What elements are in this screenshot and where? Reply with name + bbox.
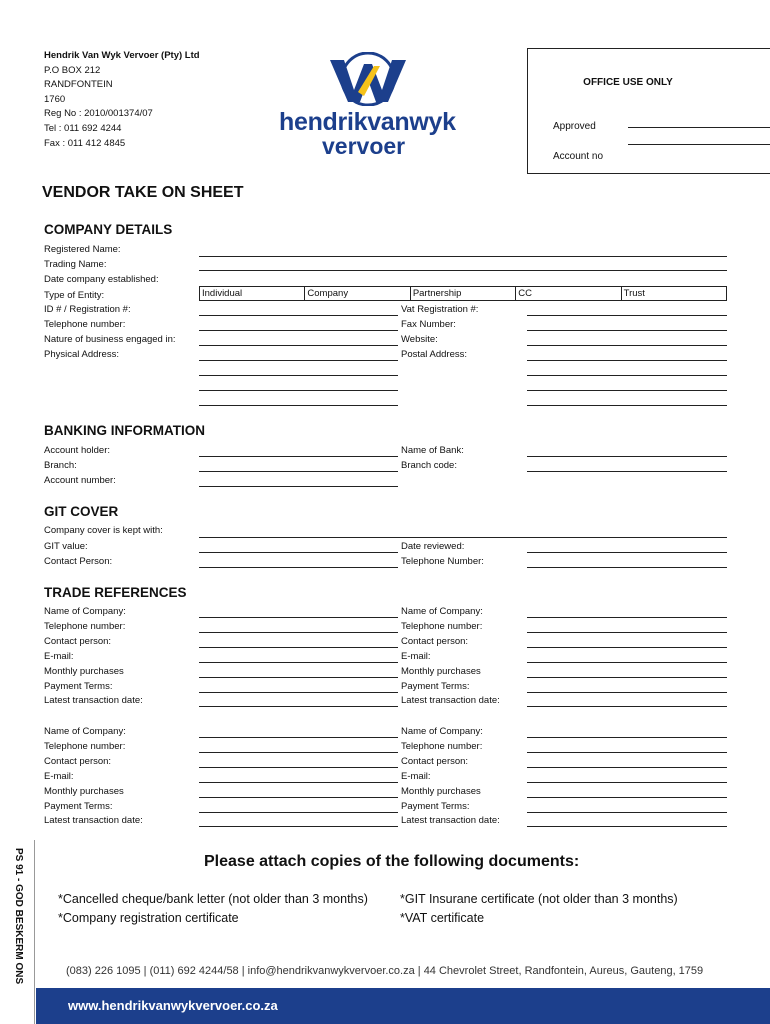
trade-ref-label: Name of Company: (401, 606, 483, 617)
trade-ref-field[interactable] (527, 677, 727, 678)
git-value-field[interactable] (199, 552, 398, 553)
trade-ref-label: Contact person: (44, 635, 112, 647)
approved-label: Approved (553, 121, 596, 132)
trade-ref-label: Name of Company: (44, 726, 126, 737)
physical-address-label: Physical Address: (44, 349, 119, 360)
bank-name-field[interactable] (527, 456, 727, 457)
attach-title: Please attach copies of the following documents: (204, 853, 580, 870)
logo-word-2: van (367, 108, 410, 136)
entity-type-label: Type of Entity: (44, 290, 105, 301)
logo-word-1: hendrik (279, 108, 368, 136)
account-number-field[interactable] (199, 486, 398, 487)
registered-name-label: Registered Name: (44, 244, 121, 255)
banking-heading: BANKING INFORMATION (44, 423, 205, 438)
office-use-title: OFFICE USE ONLY (583, 77, 673, 88)
trading-name-label: Trading Name: (44, 259, 107, 270)
trade-ref-label: Latest transaction date: (44, 695, 143, 707)
git-contact-field[interactable] (199, 567, 398, 568)
trade-ref-field[interactable] (199, 692, 398, 693)
branch-code-field[interactable] (527, 471, 727, 472)
trade-ref-label: Payment Terms: (44, 680, 113, 692)
trade-ref-label: E-mail: (401, 650, 431, 662)
vat-field[interactable] (527, 315, 727, 316)
postal-address-field-4[interactable] (527, 405, 727, 406)
trade-ref-label: Contact person: (44, 755, 112, 767)
logo-word-3: wyk (409, 108, 456, 136)
company-address (44, 49, 200, 151)
git-phone-field[interactable] (527, 567, 727, 568)
trade-ref-label: Contact person: (401, 635, 469, 647)
bank-name-label: Name of Bank: (401, 445, 464, 456)
trade-ref-label: Monthly purchases (44, 665, 124, 677)
logo-subword: vervoer (322, 133, 406, 159)
fax-field[interactable] (527, 330, 727, 331)
website-label: Website: (401, 334, 438, 345)
entity-company[interactable]: Company (304, 287, 409, 300)
date-reviewed-field[interactable] (527, 552, 727, 553)
trade-ref-label: Payment Terms: (44, 800, 113, 812)
attach-item-2: *Company registration certificate (58, 911, 239, 925)
attach-item-4: *VAT certificate (400, 911, 485, 925)
trade-ref-field[interactable] (199, 617, 398, 618)
company-fax: Fax : 011 412 4845 (44, 137, 126, 149)
account-holder-label: Account holder: (44, 445, 111, 456)
company-town: RANDFONTEIN (44, 79, 113, 91)
trade-ref-label: Monthly purchases (401, 665, 481, 677)
nature-label: Nature of business engaged in: (44, 334, 176, 345)
physical-address-field-4[interactable] (199, 405, 398, 406)
trade-ref-field[interactable] (199, 647, 398, 648)
trade-ref-field[interactable] (199, 737, 398, 738)
trade-ref-field[interactable] (527, 752, 727, 753)
id-registration-label: ID # / Registration #: (44, 304, 131, 315)
trade-ref-label: Name of Company: (401, 726, 483, 737)
website-field[interactable] (527, 345, 727, 346)
trade-ref-field[interactable] (199, 752, 398, 753)
trade-ref-label: E-mail: (401, 770, 431, 782)
postal-address-field-2[interactable] (527, 375, 727, 376)
trade-ref-field[interactable] (199, 797, 398, 798)
registered-name-field[interactable] (199, 256, 727, 257)
trade-ref-field[interactable] (199, 677, 398, 678)
trade-ref-field[interactable] (527, 617, 727, 618)
trade-ref-field[interactable] (527, 737, 727, 738)
postal-address-label: Postal Address: (401, 349, 468, 360)
git-phone-label: Telephone Number: (401, 556, 484, 567)
company-box: P.O BOX 212 (44, 64, 101, 76)
entity-partnership[interactable]: Partnership (410, 287, 515, 300)
postal-address-field-1[interactable] (527, 360, 727, 361)
trade-ref-label: Payment Terms: (401, 680, 470, 692)
git-value-label: GIT value: (44, 541, 88, 552)
trade-ref-field[interactable] (527, 812, 727, 813)
trade-ref-field[interactable] (527, 662, 727, 663)
telephone-field[interactable] (199, 330, 398, 331)
company-details-heading: COMPANY DETAILS (44, 222, 173, 237)
trade-ref-field[interactable] (199, 826, 398, 827)
attach-item-3: *GIT Insurane certificate (not older than 3 months) (400, 892, 678, 906)
trade-ref-label: Name of Company: (44, 606, 126, 617)
physical-address-field-2[interactable] (199, 375, 398, 376)
trade-heading: TRADE REFERENCES (44, 585, 187, 600)
trade-ref-field[interactable] (199, 767, 398, 768)
cover-kept-field[interactable] (199, 537, 727, 538)
footer-divider (34, 840, 35, 1024)
id-field[interactable] (199, 315, 398, 316)
trade-ref-field[interactable] (527, 632, 727, 633)
vertical-motto (0, 848, 34, 1024)
logo-mark-icon (328, 52, 408, 106)
trade-ref-label: Telephone number: (401, 740, 483, 752)
branch-code-label: Branch code: (401, 460, 457, 471)
office-use-box (527, 48, 770, 174)
entity-trust[interactable]: Trust (621, 287, 726, 300)
account-number-label: Account number: (44, 475, 116, 486)
trade-ref-field[interactable] (527, 647, 727, 648)
document-title: VENDOR TAKE ON SHEET (42, 184, 244, 201)
account-line[interactable] (628, 144, 770, 145)
trade-ref-field[interactable] (199, 662, 398, 663)
trade-ref-label: Payment Terms: (401, 800, 470, 812)
trade-ref-field[interactable] (199, 812, 398, 813)
trade-ref-field[interactable] (199, 706, 398, 707)
vat-label: Vat Registration #: (401, 304, 479, 315)
git-contact-label: Contact Person: (44, 556, 113, 567)
fax-label: Fax Number: (401, 319, 456, 330)
date-established-label: Date company established: (44, 274, 159, 285)
trade-ref-label: Telephone number: (44, 620, 126, 632)
trade-ref-label: Contact person: (401, 755, 469, 767)
postal-address-field-3[interactable] (527, 390, 727, 391)
trade-ref-field[interactable] (527, 826, 727, 827)
trade-ref-label: Latest transaction date: (401, 695, 500, 707)
company-name: Hendrik Van Wyk Vervoer (Pty) Ltd (44, 50, 200, 61)
trade-ref-label: Latest transaction date: (44, 815, 143, 827)
trade-ref-field[interactable] (527, 797, 727, 798)
telephone-label: Telephone number: (44, 319, 126, 330)
trade-ref-field[interactable] (527, 692, 727, 693)
trade-ref-label: Monthly purchases (44, 785, 124, 797)
trade-ref-label: Telephone number: (401, 620, 483, 632)
approved-line[interactable] (628, 127, 770, 128)
footer-contact: (083) 226 1095 | (011) 692 4244/58 | info@hendrikvanwykvervoer.co.za | 44 Chevrolet Street, Randfontein, Aureus, Gauteng, 1759 (66, 965, 704, 977)
entity-type-grid (199, 286, 727, 301)
trade-ref-label: E-mail: (44, 770, 74, 782)
attach-item-1: *Cancelled cheque/bank letter (not older than 3 months) (58, 892, 368, 906)
trade-ref-label: Monthly purchases (401, 785, 481, 797)
trade-ref-label: E-mail: (44, 650, 74, 662)
git-heading: GIT COVER (44, 504, 119, 519)
date-reviewed-label: Date reviewed: (401, 541, 465, 552)
account-no-label: Account no (553, 151, 604, 162)
footer-url[interactable]: www.hendrikvanwykvervoer.co.za (68, 998, 278, 1013)
trade-ref-label: Latest transaction date: (401, 815, 500, 827)
entity-cc[interactable]: CC (515, 287, 620, 300)
company-tel: Tel : 011 692 4244 (44, 122, 122, 134)
trading-name-field[interactable] (199, 270, 727, 271)
account-holder-field[interactable] (199, 456, 398, 457)
trade-ref-field[interactable] (527, 782, 727, 783)
trade-ref-field[interactable] (527, 767, 727, 768)
cover-kept-label: Company cover is kept with: (44, 525, 163, 536)
trade-ref-label: Telephone number: (44, 740, 126, 752)
trade-ref-field[interactable] (199, 782, 398, 783)
company-reg: Reg No : 2010/001374/07 (44, 108, 153, 120)
nature-field[interactable] (199, 345, 398, 346)
vertical-motto-text: PS 91 - GOD BESKERM ONS (13, 848, 24, 985)
trade-ref-field[interactable] (527, 706, 727, 707)
trade-ref-field[interactable] (199, 632, 398, 633)
physical-address-field-3[interactable] (199, 390, 398, 391)
physical-address-field-1[interactable] (199, 360, 398, 361)
entity-individual[interactable]: Individual (202, 288, 243, 299)
branch-label: Branch: (44, 460, 77, 471)
company-code: 1760 (44, 93, 66, 105)
branch-field[interactable] (199, 471, 398, 472)
